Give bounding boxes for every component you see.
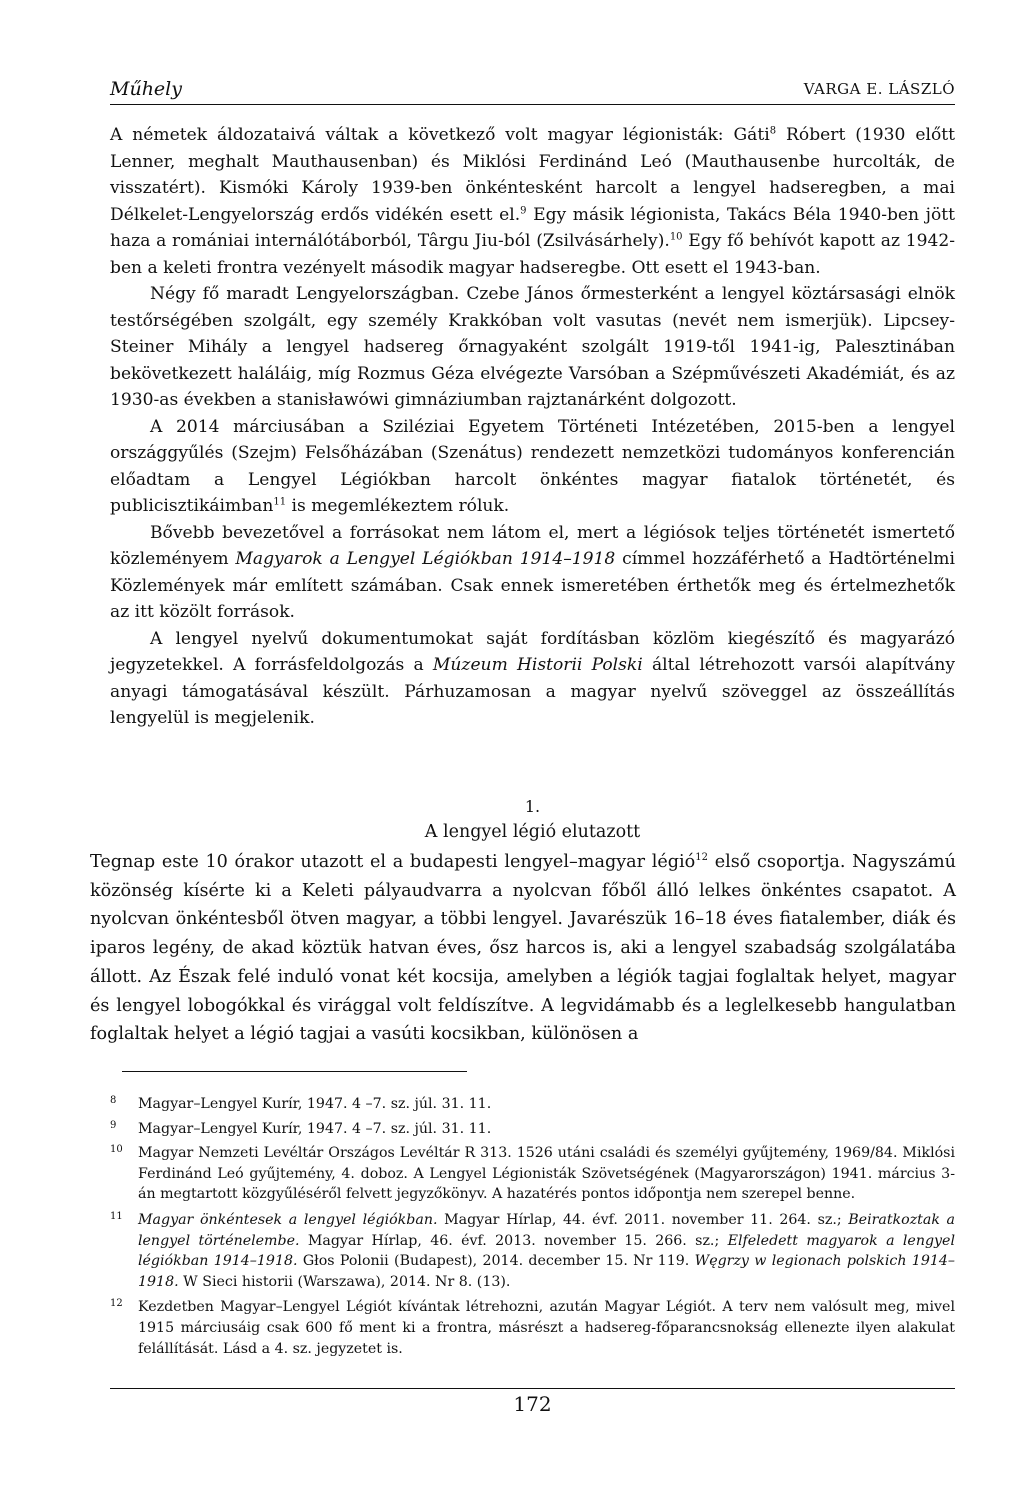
header-section-title: Műhely — [110, 78, 182, 100]
text-run: A 2014 márciusában a Sziléziai Egyetem Történeti Intézetében, 2015-ben a lengyel országgyűlés (Szejm) Felsőházában (Szenátus) rendezett nemzetközi tudományos konferencián előadtam a Lengyel Légiókban harcolt önkéntes magyar fiatalok történetét, és publicisztikáimban — [110, 416, 955, 516]
cited-title: Magyarok a Lengyel Légiókban 1914–1918 — [235, 549, 616, 569]
footnote-ref-10[interactable]: 10 — [669, 231, 683, 243]
footnote-number: 10 — [110, 1144, 123, 1156]
body-text — [110, 122, 955, 732]
bottom-rule — [110, 1388, 955, 1389]
footnote-ref-12[interactable]: 12 — [695, 852, 708, 864]
text-run: Głos Polonii (Budapest), 2014. december 15. Nr 119. — [297, 1253, 695, 1270]
text-run: címmel hozzáférhető a Hadtörténelmi Közlemények már említett számában. Csak ennek ismeretében érthetők meg és értelmezhetők az itt közölt források. — [110, 549, 955, 622]
institution-name: Múzeum Historii Polski — [432, 655, 643, 675]
section-number: 1. — [524, 797, 541, 816]
text-run: W Sieci historii (Warszawa), 2014. Nr 8. (13). — [178, 1273, 511, 1290]
paragraph-2: Négy fő maradt Lengyelországban. Czebe János őrmesterként a lengyel köztársasági elnök testőrségében szolgált, egy személy Krakkóban volt vasutas (nevét nem ismerjük). Lipcsey-Steiner Mihály a lengyel hadsereg őrnagyaként szolgált 1919-től 1941-ig, Palesztinában bekövetkezett haláláig, míg Rozmus Géza elvégezte Varsóban a Szépművészeti Akadémiát, és az 1930-as években a stanisławówi gimnáziumban rajztanárként dolgozott. — [110, 284, 955, 410]
footnote-ref-11[interactable]: 11 — [273, 496, 287, 508]
text-run: Magyar Hírlap, 46. évf. 2013. november 15. 266. sz.; — [299, 1232, 728, 1249]
text-run: A németek áldozataivá váltak a következő volt magyar légionisták: Gáti — [110, 125, 770, 145]
footnote-number: 9 — [110, 1119, 117, 1131]
document-page — [90, 0, 956, 1505]
footnote-12 — [110, 1297, 955, 1359]
text-run: első csoportja. Nagyszámú közönség kísérte ki a Keleti pályaudvarra a nyolcvan főből álló lelkes önkéntes csapatot. A nyolcvan önkéntesből ötven magyar, a többi lengyel. Javarészük 16–18 éves fiatalember, diák és iparos legény, de akad köztük hatvan éves, ősz harcos is, aki a lengyel szabadság szolgálatába állott. Az Észak felé induló vonat két kocsija, amelyben a légiók tagjai foglaltak helyet, magyar és lengyel lobogókkal és virággal volt feldíszítve. A legvidámabb és a leglelkesebb hangulatban foglaltak helyet a légió tagjai a vasúti kocsikban, különösen a — [90, 852, 956, 1045]
footnote-text: Magyar Nemzeti Levéltár Országos Levéltár R 313. 1526 utáni családi és személyi gyűjtemény, 1969/84. Miklósi Ferdinánd Leó gyűjtemény, 4. doboz. A Lengyel Légionisták Szövetségének (Magyarországon) 1941. március 3-án megtartott közgyűléséről felvett jegyzőkönyv. A hazatérés pontos időpontja nem szerepel benne. — [138, 1145, 955, 1203]
footnote-number: 12 — [110, 1298, 123, 1310]
text-run: által létrehozott varsói alapítvány anyagi támogatásával készült. Párhuzamosan a magyar nyelvű szöveggel az összeállítás lengyelül is megjelenik. — [110, 655, 955, 728]
text-run: Egy fő behívót kapott az 1942-ben a keleti frontra vezényelt második magyar hadseregbe. Ott esett el 1943-ban. — [110, 231, 955, 278]
page-number: 172 — [513, 1392, 552, 1416]
paragraph-4 — [110, 520, 955, 626]
cited-title: Elfeledett magyarok a lengyel légiókban 1914–1918. — [138, 1232, 955, 1270]
footnote-text: Magyar–Lengyel Kurír, 1947. 4 –7. sz. júl. 31. 11. — [138, 1096, 492, 1112]
text-run: Tegnap este 10 órakor utazott el a budapesti lengyel–magyar légió — [90, 852, 696, 872]
cited-title: Beiratkoztak a lengyel történelembe. — [138, 1211, 956, 1249]
paragraph-3 — [110, 414, 955, 520]
section-title: A lengyel légió elutazott — [424, 822, 641, 842]
footnote-separator — [122, 1071, 467, 1072]
footnotes — [110, 1094, 955, 1359]
running-header — [110, 76, 955, 105]
text-run: Egy másik légionista, Takács Béla 1940-ben jött haza a romániai internálótáborból, Târgu Jiu-ból (Zsilvásárhely). — [110, 204, 955, 251]
footnote-text — [138, 1212, 955, 1290]
source-paragraph — [90, 848, 956, 1049]
footnote-8 — [110, 1094, 955, 1115]
paragraph-5 — [110, 626, 955, 732]
cited-title: Węgrzy w legionach polskich 1914–1918. — [138, 1253, 955, 1290]
text-run: Magyar Hírlap, 44. évf. 2011. november 11. 264. sz.; — [437, 1211, 849, 1228]
footnote-ref-8[interactable]: 8 — [769, 125, 777, 137]
footnote-ref-9[interactable]: 9 — [520, 204, 527, 216]
footnote-10 — [110, 1143, 955, 1205]
footnote-number: 11 — [110, 1210, 123, 1222]
cited-title: Magyar önkéntesek a lengyel légiókban. — [138, 1211, 438, 1228]
source-text — [90, 848, 956, 1049]
text-run: Bővebb bevezetővel a forrásokat nem látom el, mert a légiósok teljes történetét ismertető közleményem — [110, 522, 955, 569]
footnote-9 — [110, 1119, 955, 1140]
header-author: VARGA E. LÁSZLÓ — [803, 80, 955, 98]
footnote-11 — [110, 1210, 955, 1292]
footnote-number: 8 — [110, 1095, 117, 1106]
text-run: A lengyel nyelvű dokumentumokat saját fordításban közlöm kiegészítő és magyarázó jegyzetekkel. A forrásfeldolgozás a — [110, 628, 955, 675]
footnote-text: Magyar–Lengyel Kurír, 1947. 4 –7. sz. júl. 31. 11. — [138, 1120, 492, 1137]
paragraph-1 — [110, 122, 955, 281]
text-run: is megemlékeztem róluk. — [286, 496, 510, 516]
text-run: Róbert (1930 előtt Lenner, meghalt Mauthausenban) és Miklósi Ferdinánd Leó (Mauthausenbe hurcolták, de visszatért). Kismóki Károly 1939-ben önkéntesként harcolt a lengyel hadseregben, a mai Délkelet-Lengyelország erdős vidékén esett el. — [110, 125, 955, 225]
footnote-text: Kezdetben Magyar–Lengyel Légiót kívántak létrehozni, azután Magyar Légiót. A terv nem valósult meg, mivel 1915 márciusáig csak 600 fő ment ki a frontra, másrészt a hadsereg-főparancsnokság ellenezte ilyen alakulat felállítását. Lásd a 4. sz. jegyzetet is. — [138, 1299, 955, 1357]
